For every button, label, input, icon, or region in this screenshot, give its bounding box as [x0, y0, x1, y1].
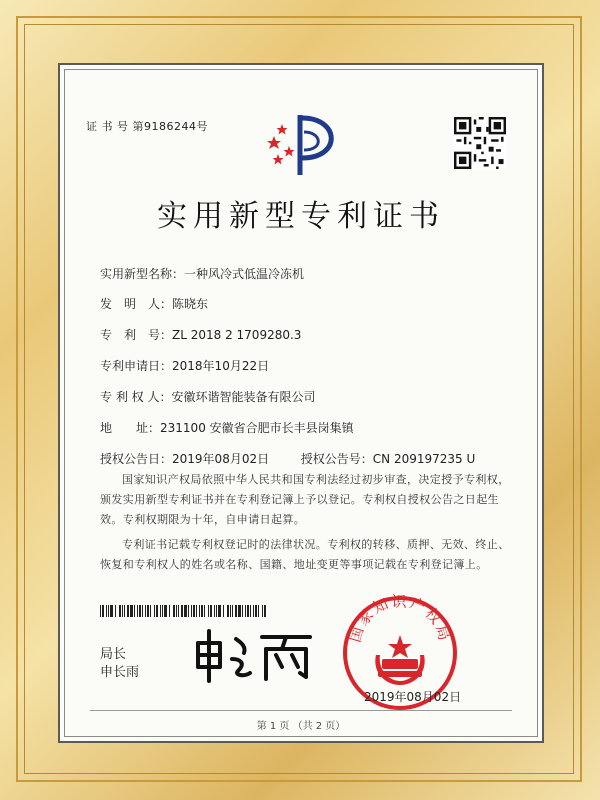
field-label: 地 址： — [100, 421, 161, 435]
field-application-date — [100, 357, 269, 374]
field-value-announcement-number: CN 209197235 U — [372, 452, 476, 466]
field-address — [100, 419, 354, 436]
field-value: 2018年10月22日 — [172, 359, 270, 373]
field-patentee — [100, 388, 315, 405]
footer-divider — [90, 710, 512, 711]
field-announcement — [100, 450, 475, 467]
cnipa-logo-icon — [260, 110, 350, 180]
director-title: 局长 — [100, 647, 127, 662]
field-value: 231100 安徽省合肥市长丰县岗集镇 — [160, 421, 354, 435]
field-inventor — [100, 295, 208, 312]
field-label: 专利申请日： — [100, 359, 173, 373]
field-value: 安徽环谐智能装备有限公司 — [171, 390, 316, 404]
seal-text: 国家知识产权局 — [345, 593, 455, 645]
field-patent-number — [100, 326, 301, 343]
barcode — [100, 605, 270, 617]
certificate-number: 证 书 号 第9186244号 — [86, 120, 208, 133]
field-label: 发 明 人： — [100, 297, 173, 311]
field-value: 陈晓东 — [172, 297, 209, 311]
director-name: 申长雨 — [100, 665, 140, 680]
field-value: 一种风冷式低温冷冻机 — [184, 267, 305, 281]
page-number: 第 1 页 （共 2 页） — [256, 721, 346, 732]
paragraph-grant-notice: 国家知识产权局依照中华人民共和国专利法经过初步审查，决定授予专利权，颁发实用新型专利证书并在专利登记簿上予以登记。专利权自授权公告之日起生效。专利权期限为十年，自申请日起算。 — [100, 473, 510, 526]
field-value: 2019年08月02日 — [172, 452, 270, 466]
field-label: 授权公告日： — [100, 452, 173, 466]
paragraph-legal-status: 专利证书记载专利权登记时的法律状况。专利权的转移、质押、无效、终止、恢复和专利权人的姓名或名称、国籍、地址变更等事项记载在专利登记簿上。 — [100, 538, 510, 571]
field-value: ZL 2018 2 1709280.3 — [172, 328, 302, 342]
qr-code — [454, 117, 506, 169]
field-utility-model-name — [100, 265, 304, 282]
field-label: 实用新型名称： — [100, 267, 185, 281]
field-label-announcement-number: 授权公告号： — [300, 452, 373, 466]
certificate-title: 实用新型专利证书 — [157, 199, 445, 234]
seal-date: 2019年08月02日 — [364, 690, 462, 704]
field-label: 专 利 号： — [100, 328, 173, 342]
field-label: 专 利 权 人： — [100, 390, 172, 404]
director-signature — [190, 625, 320, 685]
certificate-paper — [58, 63, 544, 743]
